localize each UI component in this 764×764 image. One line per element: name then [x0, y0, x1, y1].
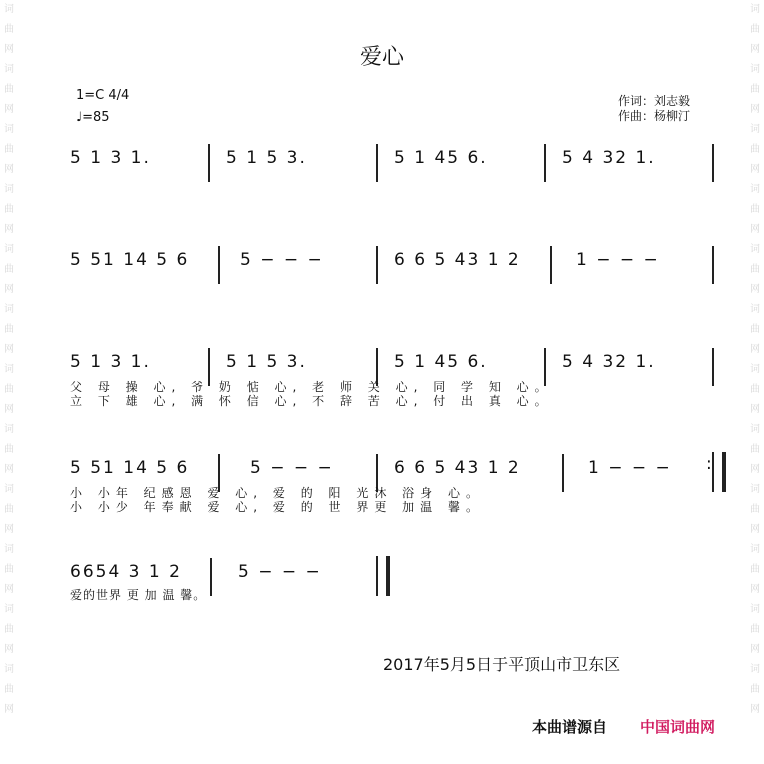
barline [562, 454, 564, 492]
barline [712, 246, 714, 284]
barline [218, 246, 220, 284]
measure: 5 51 14 5 6 [70, 250, 190, 270]
measure: 5 1 3 1. [70, 148, 151, 168]
measure: 1 − − − [588, 458, 672, 478]
composition-date: 2017年5月5日于平顶山市卫东区 [383, 655, 621, 674]
measure: 5 1 3 1. [70, 352, 151, 372]
site-brand[interactable]: 中国词曲网 [640, 718, 716, 736]
score-row-2 [70, 250, 720, 360]
watermark-right: 词曲网 词曲网 词曲网 词曲网 词曲网 词曲网 词曲网 词曲网 词曲网 词曲网 词曲网 词曲网 [750, 4, 760, 715]
repeat-dots: : [706, 454, 712, 474]
measure: 5 1 45 6. [394, 352, 488, 372]
final-barline [376, 556, 390, 596]
barline [376, 246, 378, 284]
credits [618, 94, 690, 124]
barline [550, 246, 552, 284]
measure: 5 4 32 1. [562, 148, 656, 168]
score-row-1 [70, 148, 720, 258]
barline [376, 144, 378, 182]
barline [712, 348, 714, 386]
measure: 5 − − − [238, 562, 322, 582]
tempo-marking: ♩=85 [76, 110, 110, 125]
barline [544, 144, 546, 182]
repeat-barline [712, 452, 726, 492]
lyric-line-1: 爱的世界 更 加 温 馨。 [70, 588, 207, 602]
measure: 5 − − − [250, 458, 334, 478]
measure: 6 6 5 43 1 2 [394, 458, 521, 478]
measure: 6654 3 1 2 [70, 562, 182, 582]
barline [210, 558, 212, 596]
lyric-line-1: 父 母 操 心, 爷 奶 惦 心, 老 师 关 心, 同 学 知 心。 [70, 380, 553, 394]
score-row-4 [70, 454, 720, 568]
measure: 5 1 5 3. [226, 352, 307, 372]
measure: 5 4 32 1. [562, 352, 656, 372]
watermark-left: 词曲网 词曲网 词曲网 词曲网 词曲网 词曲网 词曲网 词曲网 词曲网 词曲网 词曲网 词曲网 [4, 4, 14, 715]
score-row-3 [70, 352, 720, 462]
composer: 作曲：杨柳汀 [618, 109, 691, 123]
measure: 5 − − − [240, 250, 324, 270]
lyricist: 作词：刘志毅 [618, 94, 691, 108]
barline [712, 144, 714, 182]
song-title: 爱心 [359, 45, 404, 70]
measure: 5 51 14 5 6 [70, 458, 190, 478]
source-label: 本曲谱源自 [532, 718, 608, 736]
measure: 5 1 45 6. [394, 148, 488, 168]
key-signature: 1=C 4/4 [76, 88, 130, 103]
measure: 6 6 5 43 1 2 [394, 250, 521, 270]
barline [208, 144, 210, 182]
measure: 5 1 5 3. [226, 148, 307, 168]
lyric-line-2: 小 小少 年奉献 爱 心, 爱 的 世 界更 加温 馨。 [70, 500, 484, 514]
lyric-line-1: 小 小年 纪感恩 爱 心, 爱 的 阳 光沐 浴身 心。 [70, 486, 484, 500]
lyric-line-2: 立 下 雄 心, 满 怀 信 心, 不 辞 苦 心, 付 出 真 心。 [70, 394, 553, 408]
measure: 1 − − − [576, 250, 660, 270]
